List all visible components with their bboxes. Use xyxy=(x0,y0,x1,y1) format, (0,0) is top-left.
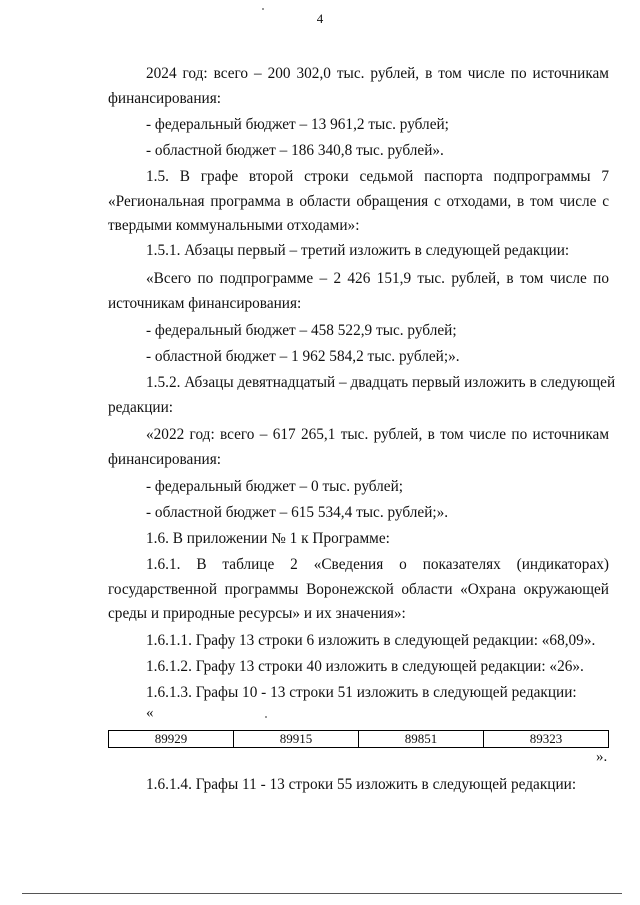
paragraph-line: - областной бюджет – 1 962 584,2 тыс. рублей;». xyxy=(146,348,460,365)
paragraph-line: «Региональная программа в области обращения с отходами, в том числе с xyxy=(108,193,609,210)
paragraph-line: - областной бюджет – 615 534,4 тыс. рублей;». xyxy=(146,504,449,521)
paragraph-line: - федеральный бюджет – 458 522,9 тыс. рублей; xyxy=(146,322,457,339)
table-cell: 89323 xyxy=(484,731,609,748)
paragraph-line: 1.6. В приложении № 1 к Программе: xyxy=(146,530,390,547)
table-cell: 89915 xyxy=(234,731,359,748)
paragraph-line: - областной бюджет – 186 340,8 тыс. рублей». xyxy=(146,142,444,159)
scan-speck xyxy=(262,8,264,10)
paragraph-line: 1.6.1. В таблице 2 «Сведения о показателях (индикаторах) xyxy=(146,556,609,573)
paragraph-line: - федеральный бюджет – 0 тыс. рублей; xyxy=(146,478,404,495)
paragraph-line: 1.5.2. Абзацы девятнадцатый – двадцать первый изложить в следующей xyxy=(146,374,616,391)
paragraph-line: финансирования: xyxy=(108,90,222,107)
paragraph-line: - федеральный бюджет – 13 961,2 тыс. рублей; xyxy=(146,116,449,133)
table-cell: 89929 xyxy=(109,731,234,748)
scan-speck xyxy=(265,716,267,718)
open-quote: « xyxy=(146,705,154,721)
table-row xyxy=(109,731,609,748)
paragraph-line: 1.6.1.3. Графы 10 - 13 строки 51 изложить в следующей редакции: xyxy=(146,684,577,701)
paragraph-line: твердыми коммунальными отходами»: xyxy=(108,217,360,234)
scan-edge-line xyxy=(22,893,622,894)
paragraph-line: 1.5. В графе второй строки седьмой паспорта подпрограммы 7 xyxy=(146,168,609,185)
paragraph-line: государственной программы Воронежской области «Охрана окружающей xyxy=(108,581,609,598)
closing-quote: ». xyxy=(596,749,608,765)
paragraph-line: 1.5.1. Абзацы первый – третий изложить в следующей редакции: xyxy=(146,242,570,259)
paragraph-line: «2022 год: всего – 617 265,1 тыс. рублей, в том числе по источникам xyxy=(146,426,609,443)
paragraph-line: финансирования: xyxy=(108,451,222,468)
page-number: 4 xyxy=(316,11,324,26)
paragraph-line: редакции: xyxy=(108,399,174,416)
table-cell: 89851 xyxy=(359,731,484,748)
paragraph-line: 1.6.1.4. Графы 11 - 13 строки 55 изложить в следующей редакции: xyxy=(146,776,577,793)
paragraph-line: 1.6.1.1. Графу 13 строки 6 изложить в следующей редакции: «68,09». xyxy=(146,632,596,649)
paragraph-line: «Всего по подпрограмме – 2 426 151,9 тыс. рублей, в том числе по xyxy=(146,270,609,287)
paragraph-line: источникам финансирования: xyxy=(108,295,302,312)
paragraph-line: 2024 год: всего – 200 302,0 тыс. рублей, в том числе по источникам xyxy=(146,65,609,82)
replacement-table xyxy=(108,730,609,748)
paragraph-line: 1.6.1.2. Графу 13 строки 40 изложить в следующей редакции: «26». xyxy=(146,658,584,675)
paragraph-line: среды и природные ресурсы» и их значения»: xyxy=(108,605,406,622)
